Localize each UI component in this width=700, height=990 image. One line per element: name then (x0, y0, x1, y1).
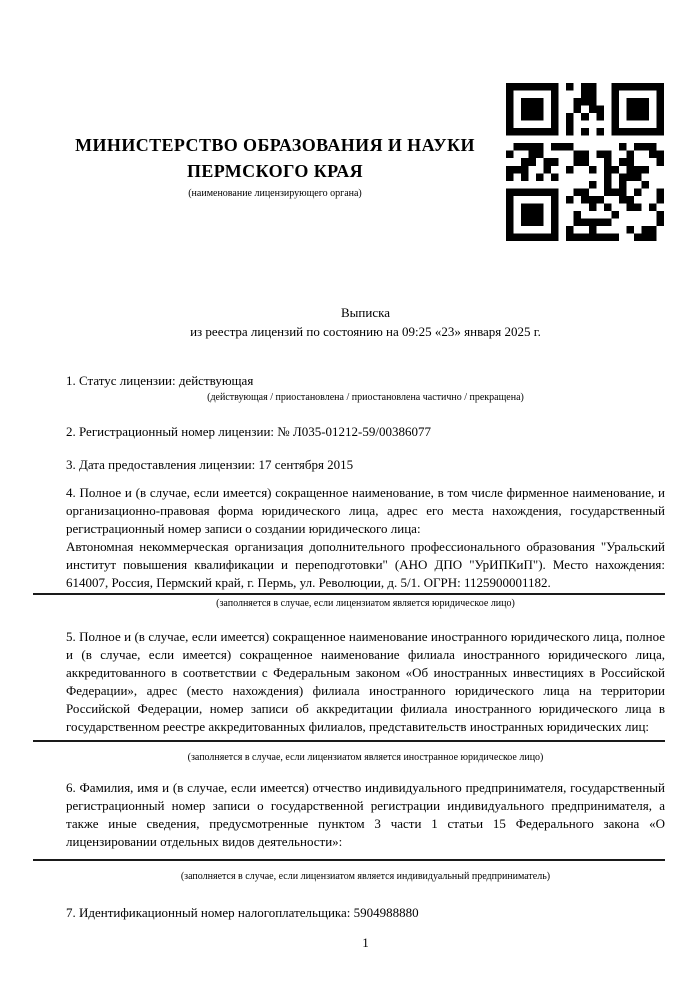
document-title-line1: Выписка (341, 305, 390, 320)
foreign-entity-item (66, 628, 665, 764)
license-status-caption: (действующая / приостановлена / приостановлена частично / прекращена) (207, 392, 524, 403)
fill-line (33, 859, 665, 861)
ministry-caption: (наименование лицензирующего органа) (188, 188, 362, 199)
entrepreneur-question: 6. Фамилия, имя и (в случае, если имеется) отчество индивидуального предпринимателя, государственный регистрационный номер записи о государственной регистрации индивидуального предпринимателя, а также иные сведения, предусмотренные пунктом 3 части 1 статьи 15 Федерального закона «О лицензировании отдельных видов деятельности»: (66, 780, 665, 849)
legal-entity-question: 4. Полное и (в случае, если имеется) сокращенное наименование, в том числе фирменное наименование, и организационно-правовая форма юридического лица, адрес его места нахождения, государственный регистрационный номер записи о создании юридического лица: (66, 485, 665, 536)
legal-entity-caption: (заполняется в случае, если лицензиатом является юридическое лицо) (216, 598, 515, 609)
fill-line (33, 593, 665, 595)
license-status-text: 1. Статус лицензии: действующая (66, 373, 254, 388)
fill-line (33, 740, 665, 742)
ministry-name-line2: ПЕРМСКОГО КРАЯ (186, 161, 364, 181)
foreign-entity-question: 5. Полное и (в случае, если имеется) сокращенное наименование иностранного юридического лица, полное и (в случае, если имеется) сокращенное наименование филиала иностранного юридического лица, аккредитованного в соответствии с Федеральным законом «Об иностранных инвестициях в Российской Федерации», адрес (место нахождения) филиала иностранного юридического лица на территории Российской Федерации, номер записи об аккредитации филиала иностранного юридического лица в государственном реестре аккредитованных филиалов, представительств иностранных юридических лиц: (66, 629, 665, 734)
legal-entity-item (66, 484, 665, 610)
document-title-line2: из реестра лицензий по состоянию на 09:25 «23» января 2025 г. (190, 324, 541, 339)
legal-entity-answer: Автономная некоммерческая организация дополнительного профессионального образования "Уральский институт повышения квалификации и переподготовки" (АНО ДПО "УрИПКиП"). Место нахождения: 614007, Россия, Пермский край, г. Пермь, ул. Революции, д. 5/1. ОГРН: 1125900001182. (66, 539, 665, 590)
page-number: 1 (362, 935, 369, 950)
licensing-authority-block (66, 132, 484, 200)
registration-number-item: 2. Регистрационный номер лицензии: № Л035-01212-59/00386077 (66, 424, 432, 439)
ministry-name (66, 132, 484, 184)
taxpayer-id-item: 7. Идентификационный номер налогоплательщика: 5904988880 (66, 905, 419, 920)
license-grant-date-item: 3. Дата предоставления лицензии: 17 сентября 2015 (66, 457, 354, 472)
document-title (66, 303, 665, 341)
foreign-entity-caption: (заполняется в случае, если лицензиатом является иностранное юридическое лицо) (187, 752, 544, 763)
license-status-item (66, 372, 665, 404)
entrepreneur-caption: (заполняется в случае, если лицензиатом является индивидуальный предприниматель) (180, 871, 551, 882)
entrepreneur-item (66, 779, 665, 883)
document-content (66, 0, 665, 952)
ministry-name-line1: МИНИСТЕРСТВО ОБРАЗОВАНИЯ И НАУКИ (75, 135, 475, 155)
